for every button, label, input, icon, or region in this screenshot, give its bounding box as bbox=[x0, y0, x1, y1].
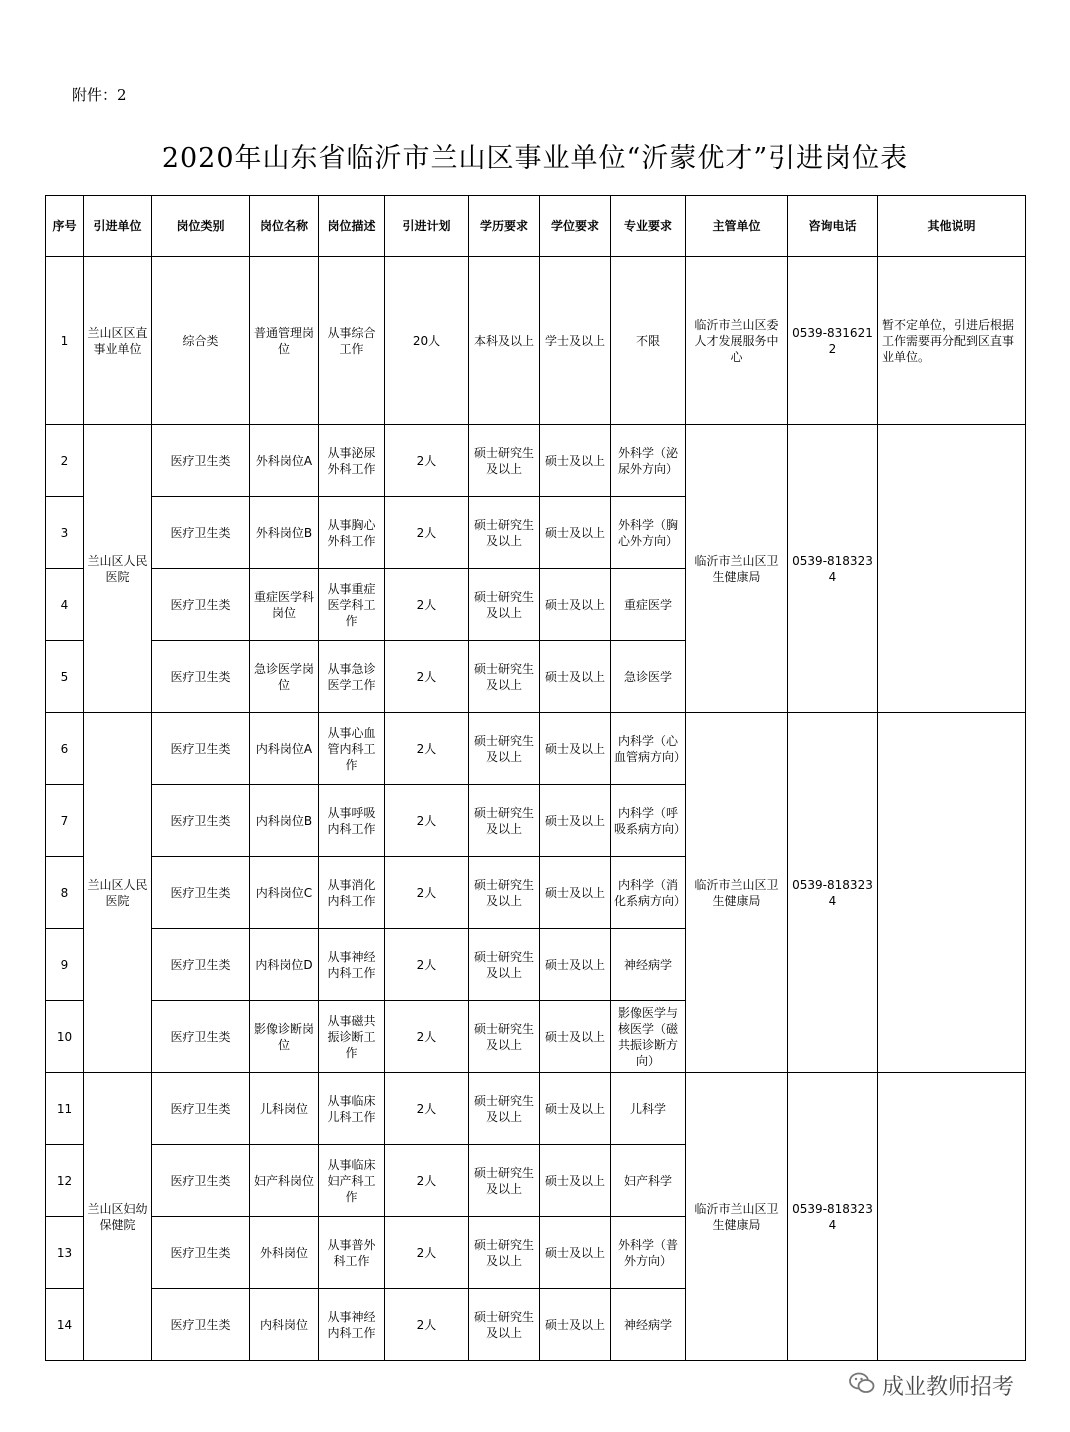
cell-no: 11 bbox=[46, 1073, 84, 1145]
cell-degree: 硕士及以上 bbox=[540, 785, 611, 857]
header-degree: 学位要求 bbox=[540, 196, 611, 257]
cell-no: 1 bbox=[46, 257, 84, 425]
cell-no: 5 bbox=[46, 641, 84, 713]
cell-plan: 2人 bbox=[385, 857, 469, 929]
cell-phone: 0539-8183234 bbox=[788, 425, 878, 713]
cell-position: 外科岗位 bbox=[250, 1217, 319, 1289]
header-major: 专业要求 bbox=[611, 196, 686, 257]
attachment-label: 附件：2 bbox=[72, 86, 127, 104]
cell-degree: 硕士及以上 bbox=[540, 1145, 611, 1217]
cell-degree: 硕士及以上 bbox=[540, 1073, 611, 1145]
cell-degree: 硕士及以上 bbox=[540, 1001, 611, 1073]
cell-position: 内科岗位B bbox=[250, 785, 319, 857]
cell-edu: 硕士研究生及以上 bbox=[469, 713, 540, 785]
cell-desc: 从事心血管内科工作 bbox=[319, 713, 385, 785]
cell-edu: 硕士研究生及以上 bbox=[469, 1289, 540, 1361]
cell-desc: 从事消化内科工作 bbox=[319, 857, 385, 929]
cell-note bbox=[878, 1073, 1026, 1361]
header-note: 其他说明 bbox=[878, 196, 1026, 257]
cell-no: 10 bbox=[46, 1001, 84, 1073]
cell-edu: 硕士研究生及以上 bbox=[469, 1145, 540, 1217]
cell-unit: 兰山区妇幼保健院 bbox=[84, 1073, 152, 1361]
header-position: 岗位名称 bbox=[250, 196, 319, 257]
cell-category: 医疗卫生类 bbox=[152, 425, 250, 497]
cell-no: 8 bbox=[46, 857, 84, 929]
cell-unit: 兰山区人民医院 bbox=[84, 425, 152, 713]
cell-category: 医疗卫生类 bbox=[152, 785, 250, 857]
cell-position: 急诊医学岗位 bbox=[250, 641, 319, 713]
table-row bbox=[46, 425, 1026, 497]
cell-major: 外科学（普外方向） bbox=[611, 1217, 686, 1289]
cell-desc: 从事临床妇产科工作 bbox=[319, 1145, 385, 1217]
cell-edu: 硕士研究生及以上 bbox=[469, 929, 540, 1001]
header-supervisor: 主管单位 bbox=[686, 196, 788, 257]
watermark-text: 成业教师招考 bbox=[882, 1375, 1015, 1400]
table-row bbox=[46, 1073, 1026, 1145]
cell-note bbox=[878, 713, 1026, 1073]
cell-degree: 硕士及以上 bbox=[540, 569, 611, 641]
header-unit: 引进单位 bbox=[84, 196, 152, 257]
cell-edu: 硕士研究生及以上 bbox=[469, 1001, 540, 1073]
cell-major: 外科学（泌尿外方向） bbox=[611, 425, 686, 497]
wechat-icon bbox=[848, 1371, 882, 1401]
cell-desc: 从事普外科工作 bbox=[319, 1217, 385, 1289]
cell-category: 综合类 bbox=[152, 257, 250, 425]
cell-plan: 2人 bbox=[385, 1073, 469, 1145]
cell-position: 妇产科岗位 bbox=[250, 1145, 319, 1217]
cell-major: 神经病学 bbox=[611, 1289, 686, 1361]
cell-no: 9 bbox=[46, 929, 84, 1001]
header-plan: 引进计划 bbox=[385, 196, 469, 257]
table-row bbox=[46, 713, 1026, 785]
cell-position: 内科岗位 bbox=[250, 1289, 319, 1361]
cell-unit: 兰山区人民医院 bbox=[84, 713, 152, 1073]
cell-major: 内科学（消化系病方向） bbox=[611, 857, 686, 929]
cell-plan: 2人 bbox=[385, 497, 469, 569]
cell-category: 医疗卫生类 bbox=[152, 1001, 250, 1073]
cell-category: 医疗卫生类 bbox=[152, 1217, 250, 1289]
cell-edu: 硕士研究生及以上 bbox=[469, 785, 540, 857]
cell-edu: 本科及以上 bbox=[469, 257, 540, 425]
cell-plan: 2人 bbox=[385, 1001, 469, 1073]
header-desc: 岗位描述 bbox=[319, 196, 385, 257]
cell-position: 影像诊断岗位 bbox=[250, 1001, 319, 1073]
cell-no: 13 bbox=[46, 1217, 84, 1289]
cell-degree: 硕士及以上 bbox=[540, 425, 611, 497]
cell-category: 医疗卫生类 bbox=[152, 929, 250, 1001]
cell-supervisor: 临沂市兰山区委人才发展服务中心 bbox=[686, 257, 788, 425]
cell-degree: 硕士及以上 bbox=[540, 1289, 611, 1361]
cell-no: 14 bbox=[46, 1289, 84, 1361]
cell-edu: 硕士研究生及以上 bbox=[469, 641, 540, 713]
cell-plan: 2人 bbox=[385, 641, 469, 713]
cell-no: 4 bbox=[46, 569, 84, 641]
cell-plan: 2人 bbox=[385, 425, 469, 497]
cell-edu: 硕士研究生及以上 bbox=[469, 497, 540, 569]
cell-category: 医疗卫生类 bbox=[152, 713, 250, 785]
cell-category: 医疗卫生类 bbox=[152, 641, 250, 713]
cell-major: 急诊医学 bbox=[611, 641, 686, 713]
cell-position: 重症医学科岗位 bbox=[250, 569, 319, 641]
cell-degree: 学士及以上 bbox=[540, 257, 611, 425]
cell-degree: 硕士及以上 bbox=[540, 497, 611, 569]
cell-phone: 0539-8183234 bbox=[788, 713, 878, 1073]
cell-degree: 硕士及以上 bbox=[540, 1217, 611, 1289]
cell-plan: 2人 bbox=[385, 1145, 469, 1217]
cell-position: 外科岗位A bbox=[250, 425, 319, 497]
cell-degree: 硕士及以上 bbox=[540, 929, 611, 1001]
cell-note: 暂不定单位，引进后根据工作需要再分配到区直事业单位。 bbox=[878, 257, 1026, 425]
header-phone: 咨询电话 bbox=[788, 196, 878, 257]
watermark bbox=[848, 1370, 1014, 1401]
cell-category: 医疗卫生类 bbox=[152, 1145, 250, 1217]
header-edu: 学历要求 bbox=[469, 196, 540, 257]
table-header-row bbox=[46, 196, 1026, 257]
cell-desc: 从事临床儿科工作 bbox=[319, 1073, 385, 1145]
cell-category: 医疗卫生类 bbox=[152, 1289, 250, 1361]
cell-desc: 从事神经内科工作 bbox=[319, 929, 385, 1001]
cell-supervisor: 临沂市兰山区卫生健康局 bbox=[686, 425, 788, 713]
cell-major: 神经病学 bbox=[611, 929, 686, 1001]
cell-major: 儿科学 bbox=[611, 1073, 686, 1145]
cell-position: 外科岗位B bbox=[250, 497, 319, 569]
cell-degree: 硕士及以上 bbox=[540, 641, 611, 713]
cell-position: 内科岗位A bbox=[250, 713, 319, 785]
cell-position: 普通管理岗位 bbox=[250, 257, 319, 425]
cell-no: 12 bbox=[46, 1145, 84, 1217]
cell-desc: 从事胸心外科工作 bbox=[319, 497, 385, 569]
cell-degree: 硕士及以上 bbox=[540, 857, 611, 929]
cell-plan: 2人 bbox=[385, 785, 469, 857]
cell-note bbox=[878, 425, 1026, 713]
cell-no: 6 bbox=[46, 713, 84, 785]
cell-position: 内科岗位D bbox=[250, 929, 319, 1001]
cell-desc: 从事重症医学科工作 bbox=[319, 569, 385, 641]
cell-edu: 硕士研究生及以上 bbox=[469, 857, 540, 929]
cell-desc: 从事呼吸内科工作 bbox=[319, 785, 385, 857]
cell-phone: 0539-8316212 bbox=[788, 257, 878, 425]
cell-desc: 从事综合工作 bbox=[319, 257, 385, 425]
cell-major: 内科学（心血管病方向） bbox=[611, 713, 686, 785]
header-category: 岗位类别 bbox=[152, 196, 250, 257]
cell-degree: 硕士及以上 bbox=[540, 713, 611, 785]
cell-phone: 0539-8183234 bbox=[788, 1073, 878, 1361]
cell-desc: 从事磁共振诊断工作 bbox=[319, 1001, 385, 1073]
positions-table bbox=[45, 195, 1026, 1361]
cell-edu: 硕士研究生及以上 bbox=[469, 425, 540, 497]
cell-position: 内科岗位C bbox=[250, 857, 319, 929]
header-no: 序号 bbox=[46, 196, 84, 257]
cell-major: 内科学（呼吸系病方向） bbox=[611, 785, 686, 857]
cell-category: 医疗卫生类 bbox=[152, 569, 250, 641]
cell-edu: 硕士研究生及以上 bbox=[469, 1073, 540, 1145]
cell-category: 医疗卫生类 bbox=[152, 1073, 250, 1145]
cell-plan: 2人 bbox=[385, 1217, 469, 1289]
cell-supervisor: 临沂市兰山区卫生健康局 bbox=[686, 713, 788, 1073]
cell-plan: 2人 bbox=[385, 929, 469, 1001]
cell-major: 影像医学与核医学（磁共振诊断方向） bbox=[611, 1001, 686, 1073]
cell-major: 外科学（胸心外方向） bbox=[611, 497, 686, 569]
cell-position: 儿科岗位 bbox=[250, 1073, 319, 1145]
cell-major: 重症医学 bbox=[611, 569, 686, 641]
cell-major: 不限 bbox=[611, 257, 686, 425]
cell-desc: 从事泌尿外科工作 bbox=[319, 425, 385, 497]
page-title: 2020年山东省临沂市兰山区事业单位“沂蒙优才”引进岗位表 bbox=[161, 143, 909, 174]
cell-plan: 20人 bbox=[385, 257, 469, 425]
cell-supervisor: 临沂市兰山区卫生健康局 bbox=[686, 1073, 788, 1361]
cell-desc: 从事急诊医学工作 bbox=[319, 641, 385, 713]
cell-desc: 从事神经内科工作 bbox=[319, 1289, 385, 1361]
cell-no: 3 bbox=[46, 497, 84, 569]
table-row bbox=[46, 257, 1026, 425]
cell-plan: 2人 bbox=[385, 569, 469, 641]
cell-no: 7 bbox=[46, 785, 84, 857]
cell-major: 妇产科学 bbox=[611, 1145, 686, 1217]
cell-category: 医疗卫生类 bbox=[152, 497, 250, 569]
cell-no: 2 bbox=[46, 425, 84, 497]
cell-category: 医疗卫生类 bbox=[152, 857, 250, 929]
cell-edu: 硕士研究生及以上 bbox=[469, 1217, 540, 1289]
cell-plan: 2人 bbox=[385, 1289, 469, 1361]
cell-edu: 硕士研究生及以上 bbox=[469, 569, 540, 641]
cell-plan: 2人 bbox=[385, 713, 469, 785]
cell-unit: 兰山区区直事业单位 bbox=[84, 257, 152, 425]
